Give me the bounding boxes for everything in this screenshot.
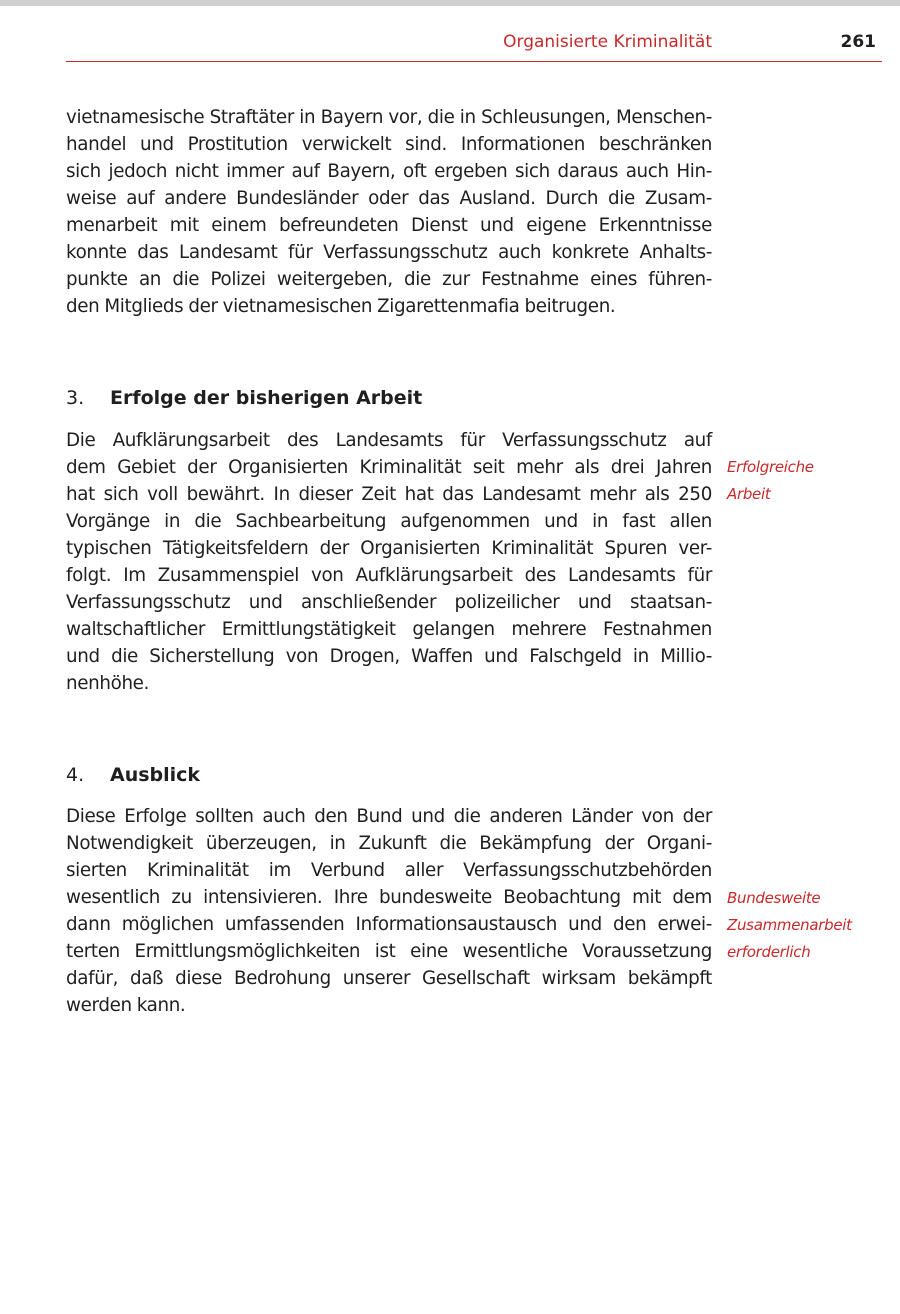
- section-title: Ausblick: [110, 764, 201, 786]
- text-line: handel und Prostitution verwickelt sind. Informationen beschränken: [66, 134, 712, 155]
- margin-note-line: Zusammenarbeit: [727, 916, 852, 934]
- section-4-heading: [66, 763, 200, 787]
- text-line: typischen Tätigkeitsfeldern der Organisierten Kriminalität Spuren ver-: [66, 538, 712, 559]
- header-rule: [66, 61, 882, 62]
- margin-note-line: Arbeit: [727, 485, 771, 503]
- text-line: folgt. Im Zusammenspiel von Aufklärungsarbeit des Landesamts für: [66, 565, 712, 586]
- text-line: dann möglichen umfassenden Informationsaustausch und den erwei-: [66, 914, 712, 935]
- text-line: Verfassungsschutz und anschließender polizeilicher und staatsan-: [66, 592, 712, 613]
- section-title: Erfolge der bisherigen Arbeit: [110, 387, 423, 409]
- section-4-paragraph: [66, 803, 712, 1019]
- text-line: Vorgänge in die Sachbearbeitung aufgenommen und in fast allen: [66, 511, 712, 532]
- text-line: hat sich voll bewährt. In dieser Zeit hat das Landesamt mehr als 250: [66, 484, 712, 505]
- text-line: weise auf andere Bundesländer oder das Ausland. Durch die Zusam-: [66, 188, 712, 209]
- text-line: werden kann.: [66, 995, 186, 1016]
- scan-edge: [0, 0, 900, 6]
- text-line: menarbeit mit einem befreundeten Dienst und eigene Erkenntnisse: [66, 215, 712, 236]
- section-number: 3.: [66, 387, 85, 409]
- text-line: Die Aufklärungsarbeit des Landesamts für Verfassungsschutz auf: [66, 430, 712, 451]
- text-line: den Mitglieds der vietnamesischen Zigarettenmafia beitrugen.: [66, 296, 616, 317]
- text-line: dafür, daß diese Bedrohung unserer Gesellschaft wirksam bekämpft: [66, 968, 712, 989]
- page-number: 261: [840, 32, 876, 52]
- margin-note-line: Erfolgreiche: [727, 458, 814, 476]
- text-line: wesentlich zu intensivieren. Ihre bundesweite Beobachtung mit dem: [66, 887, 712, 908]
- text-line: sich jedoch nicht immer auf Bayern, oft ergeben sich daraus auch Hin-: [66, 161, 712, 182]
- margin-note-erfolgreiche-arbeit: [727, 454, 814, 508]
- text-line: Diese Erfolge sollten auch den Bund und die anderen Länder von der: [66, 806, 712, 827]
- margin-note-line: erforderlich: [727, 943, 811, 961]
- intro-paragraph: [66, 104, 712, 320]
- section-3-heading: [66, 386, 422, 410]
- text-line: vietnamesische Straftäter in Bayern vor, die in Schleusungen, Menschen-: [66, 107, 712, 128]
- text-line: sierten Kriminalität im Verbund aller Verfassungsschutzbehörden: [66, 860, 712, 881]
- text-line: nenhöhe.: [66, 673, 150, 694]
- text-line: Notwendigkeit überzeugen, in Zukunft die Bekämpfung der Organi-: [66, 833, 712, 854]
- margin-note-line: Bundesweite: [727, 889, 821, 907]
- text-line: und die Sicherstellung von Drogen, Waffen und Falschgeld in Millio-: [66, 646, 712, 667]
- text-line: punkte an die Polizei weitergeben, die zur Festnahme eines führen-: [66, 269, 712, 290]
- section-3-paragraph: [66, 427, 712, 697]
- text-line: konnte das Landesamt für Verfassungsschutz auch konkrete Anhalts-: [66, 242, 712, 263]
- section-number: 4.: [66, 764, 85, 786]
- running-title: Organisierte Kriminalität: [503, 32, 712, 52]
- text-line: dem Gebiet der Organisierten Kriminalität seit mehr als drei Jahren: [66, 457, 712, 478]
- running-head: [66, 32, 882, 62]
- text-line: terten Ermittlungsmöglichkeiten ist eine wesentliche Voraussetzung: [66, 941, 712, 962]
- text-line: waltschaftlicher Ermittlungstätigkeit gelangen mehrere Festnahmen: [66, 619, 712, 640]
- margin-note-bundesweite-zusammenarbeit: [727, 885, 852, 966]
